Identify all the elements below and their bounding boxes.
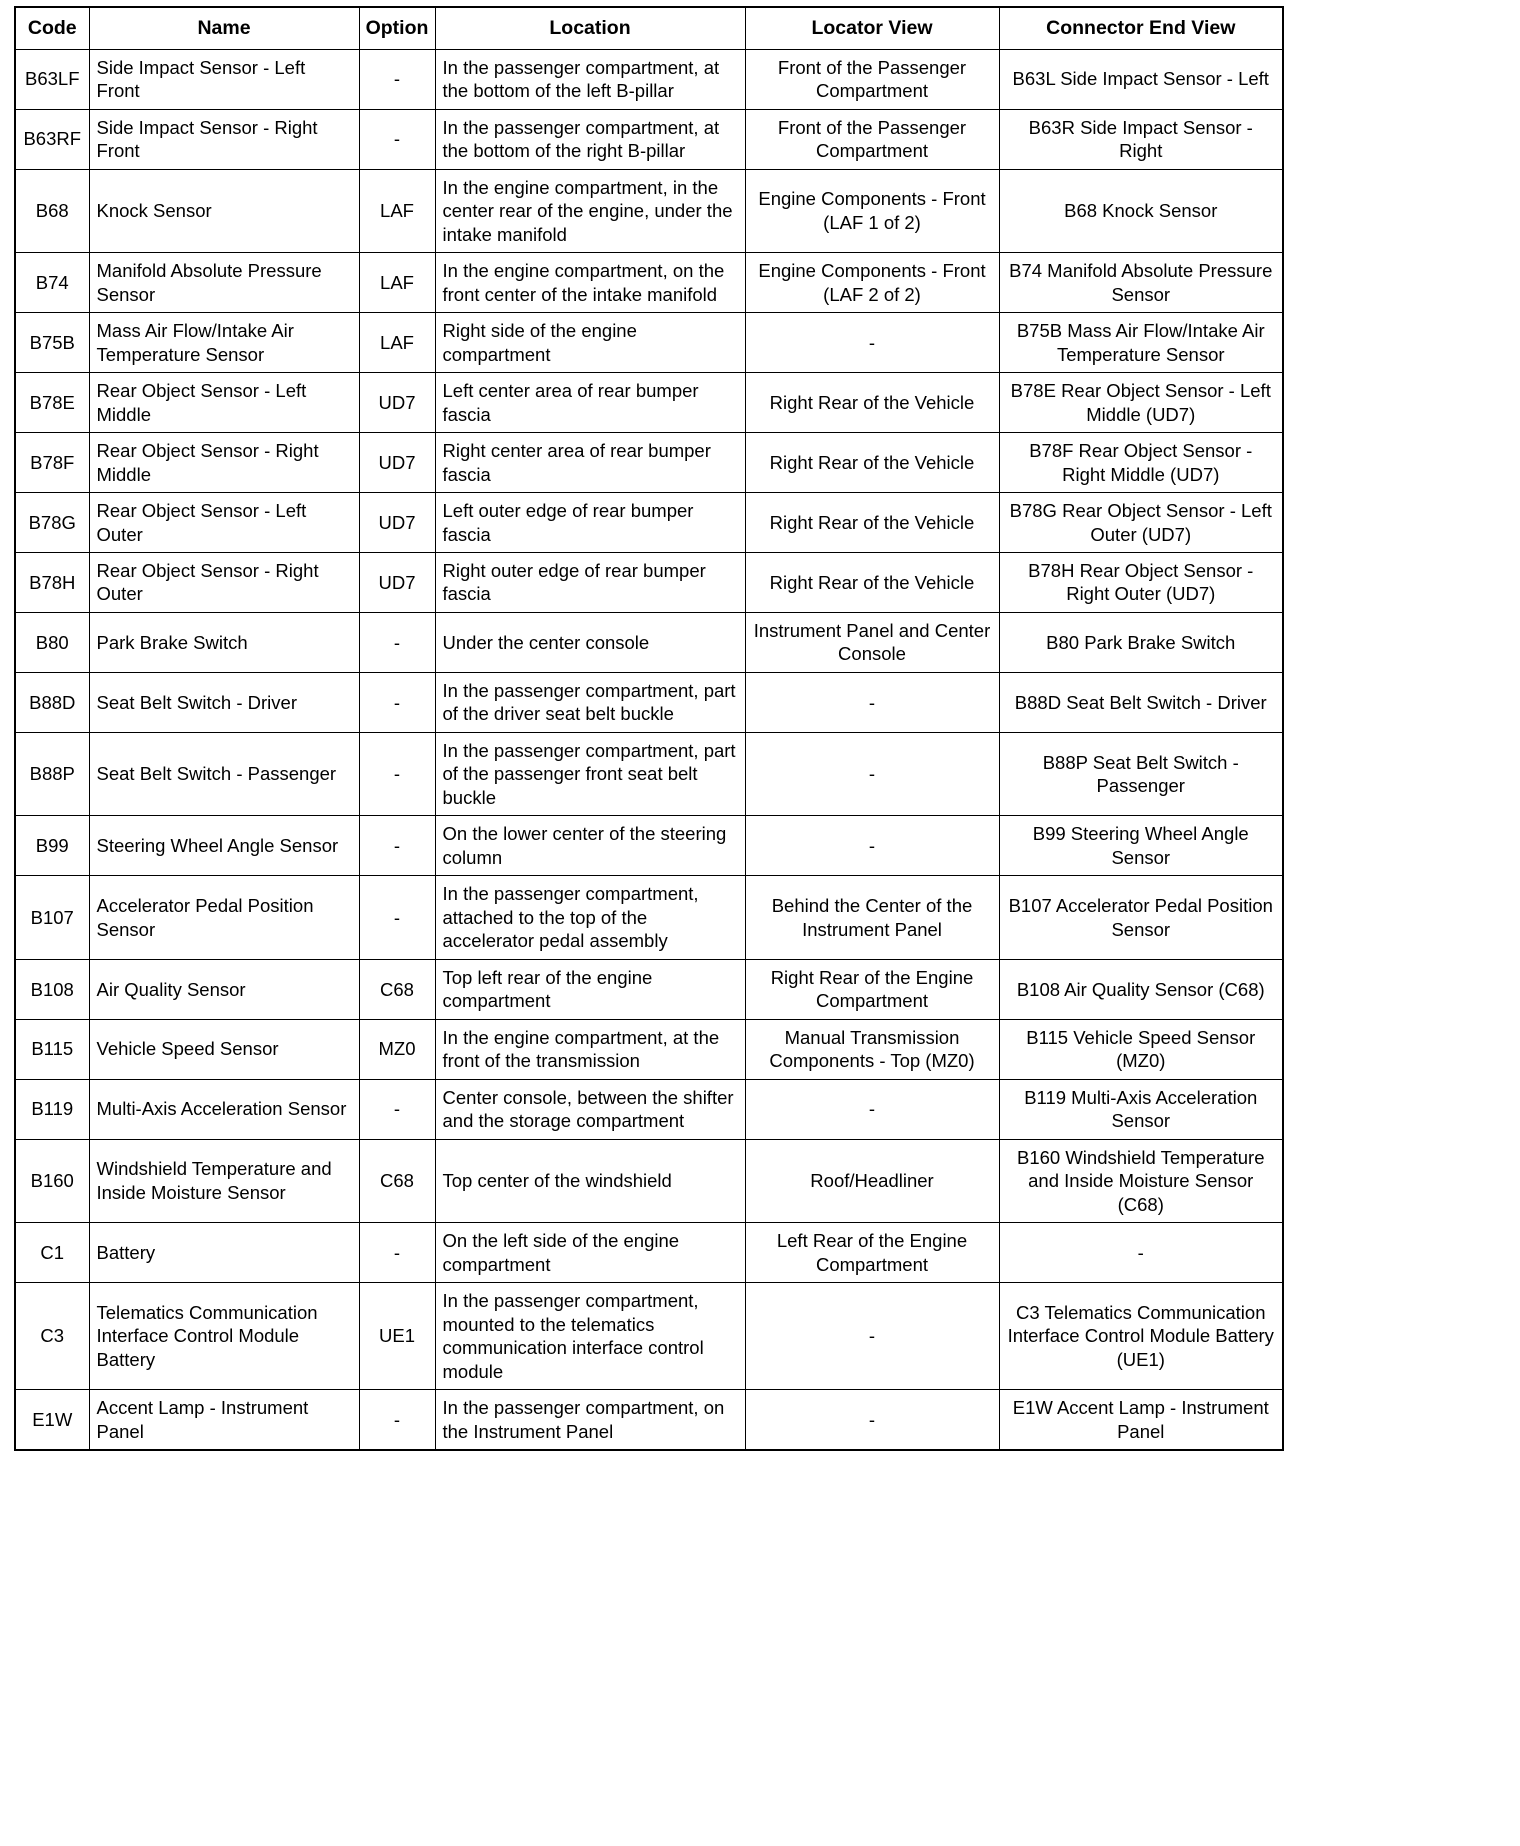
cell-location: In the passenger compartment, part of the passenger front seat belt buckle xyxy=(435,732,745,815)
cell-connector-end-view: B88P Seat Belt Switch - Passenger xyxy=(999,732,1283,815)
cell-connector-end-view: B78E Rear Object Sensor - Left Middle (UD7) xyxy=(999,373,1283,433)
cell-code: E1W xyxy=(15,1390,89,1450)
cell-code: B99 xyxy=(15,816,89,876)
cell-code: B75B xyxy=(15,313,89,373)
table-row xyxy=(15,1390,1283,1450)
cell-name: Park Brake Switch xyxy=(89,612,359,672)
cell-name: Multi-Axis Acceleration Sensor xyxy=(89,1079,359,1139)
table-body xyxy=(15,49,1283,1450)
cell-option: UE1 xyxy=(359,1283,435,1390)
table-row xyxy=(15,253,1283,313)
cell-code: B78E xyxy=(15,373,89,433)
cell-location: In the engine compartment, on the front center of the intake manifold xyxy=(435,253,745,313)
cell-locator-view: - xyxy=(745,313,999,373)
cell-option: - xyxy=(359,672,435,732)
cell-code: B68 xyxy=(15,169,89,252)
cell-connector-end-view: B78G Rear Object Sensor - Left Outer (UD7) xyxy=(999,493,1283,553)
cell-name: Battery xyxy=(89,1223,359,1283)
cell-locator-view: - xyxy=(745,1283,999,1390)
cell-connector-end-view: B75B Mass Air Flow/Intake Air Temperature Sensor xyxy=(999,313,1283,373)
cell-location: In the passenger compartment, part of the driver seat belt buckle xyxy=(435,672,745,732)
cell-location: Top left rear of the engine compartment xyxy=(435,959,745,1019)
cell-code: B78G xyxy=(15,493,89,553)
table-row xyxy=(15,816,1283,876)
cell-option: - xyxy=(359,876,435,959)
cell-code: B80 xyxy=(15,612,89,672)
cell-name: Rear Object Sensor - Right Middle xyxy=(89,433,359,493)
cell-locator-view: Right Rear of the Vehicle xyxy=(745,493,999,553)
cell-option: LAF xyxy=(359,313,435,373)
cell-locator-view: Engine Components - Front (LAF 1 of 2) xyxy=(745,169,999,252)
cell-name: Rear Object Sensor - Right Outer xyxy=(89,552,359,612)
cell-connector-end-view: - xyxy=(999,1223,1283,1283)
cell-location: Under the center console xyxy=(435,612,745,672)
cell-name: Vehicle Speed Sensor xyxy=(89,1019,359,1079)
cell-option: - xyxy=(359,109,435,169)
table-row xyxy=(15,672,1283,732)
cell-connector-end-view: B68 Knock Sensor xyxy=(999,169,1283,252)
cell-connector-end-view: B108 Air Quality Sensor (C68) xyxy=(999,959,1283,1019)
cell-name: Air Quality Sensor xyxy=(89,959,359,1019)
cell-locator-view: Manual Transmission Components - Top (MZ0) xyxy=(745,1019,999,1079)
cell-code: C3 xyxy=(15,1283,89,1390)
table-row xyxy=(15,493,1283,553)
cell-option: UD7 xyxy=(359,433,435,493)
cell-locator-view: Behind the Center of the Instrument Panel xyxy=(745,876,999,959)
table-row xyxy=(15,169,1283,252)
cell-connector-end-view: B99 Steering Wheel Angle Sensor xyxy=(999,816,1283,876)
cell-location: In the passenger compartment, attached to the top of the accelerator pedal assembly xyxy=(435,876,745,959)
cell-location: In the passenger compartment, on the Instrument Panel xyxy=(435,1390,745,1450)
cell-locator-view: - xyxy=(745,1079,999,1139)
cell-code: B63RF xyxy=(15,109,89,169)
cell-name: Accent Lamp - Instrument Panel xyxy=(89,1390,359,1450)
cell-connector-end-view: B74 Manifold Absolute Pressure Sensor xyxy=(999,253,1283,313)
cell-locator-view: Engine Components - Front (LAF 2 of 2) xyxy=(745,253,999,313)
table-row xyxy=(15,959,1283,1019)
cell-code: B108 xyxy=(15,959,89,1019)
cell-name: Knock Sensor xyxy=(89,169,359,252)
table-header xyxy=(15,7,1283,49)
cell-location: In the passenger compartment, mounted to the telematics communication interface control module xyxy=(435,1283,745,1390)
column-header-location: Location xyxy=(435,7,745,49)
cell-option: C68 xyxy=(359,959,435,1019)
cell-location: Right outer edge of rear bumper fascia xyxy=(435,552,745,612)
table-row xyxy=(15,552,1283,612)
cell-locator-view: Instrument Panel and Center Console xyxy=(745,612,999,672)
cell-name: Mass Air Flow/Intake Air Temperature Sensor xyxy=(89,313,359,373)
cell-locator-view: Right Rear of the Vehicle xyxy=(745,433,999,493)
cell-name: Rear Object Sensor - Left Middle xyxy=(89,373,359,433)
cell-option: - xyxy=(359,1390,435,1450)
cell-locator-view: Right Rear of the Engine Compartment xyxy=(745,959,999,1019)
column-header-code: Code xyxy=(15,7,89,49)
cell-code: C1 xyxy=(15,1223,89,1283)
cell-code: B115 xyxy=(15,1019,89,1079)
cell-location: In the passenger compartment, at the bottom of the right B-pillar xyxy=(435,109,745,169)
cell-connector-end-view: B107 Accelerator Pedal Position Sensor xyxy=(999,876,1283,959)
cell-locator-view: Right Rear of the Vehicle xyxy=(745,373,999,433)
table-row xyxy=(15,1139,1283,1222)
cell-code: B74 xyxy=(15,253,89,313)
cell-locator-view: Front of the Passenger Compartment xyxy=(745,49,999,109)
cell-option: UD7 xyxy=(359,493,435,553)
table-row xyxy=(15,1079,1283,1139)
cell-locator-view: Front of the Passenger Compartment xyxy=(745,109,999,169)
cell-locator-view: - xyxy=(745,816,999,876)
cell-option: LAF xyxy=(359,253,435,313)
cell-connector-end-view: C3 Telematics Communication Interface Control Module Battery (UE1) xyxy=(999,1283,1283,1390)
cell-option: - xyxy=(359,1223,435,1283)
cell-code: B160 xyxy=(15,1139,89,1222)
column-header-option: Option xyxy=(359,7,435,49)
cell-connector-end-view: B78H Rear Object Sensor - Right Outer (UD7) xyxy=(999,552,1283,612)
component-location-table xyxy=(14,6,1284,1451)
table-row xyxy=(15,876,1283,959)
cell-connector-end-view: E1W Accent Lamp - Instrument Panel xyxy=(999,1390,1283,1450)
cell-code: B119 xyxy=(15,1079,89,1139)
table-header-row xyxy=(15,7,1283,49)
table-row xyxy=(15,49,1283,109)
cell-code: B88D xyxy=(15,672,89,732)
cell-name: Seat Belt Switch - Passenger xyxy=(89,732,359,815)
cell-code: B107 xyxy=(15,876,89,959)
cell-location: In the engine compartment, at the front of the transmission xyxy=(435,1019,745,1079)
cell-connector-end-view: B119 Multi-Axis Acceleration Sensor xyxy=(999,1079,1283,1139)
table-row xyxy=(15,1223,1283,1283)
cell-location: Left center area of rear bumper fascia xyxy=(435,373,745,433)
cell-locator-view: Roof/Headliner xyxy=(745,1139,999,1222)
cell-name: Windshield Temperature and Inside Moisture Sensor xyxy=(89,1139,359,1222)
cell-name: Manifold Absolute Pressure Sensor xyxy=(89,253,359,313)
cell-name: Steering Wheel Angle Sensor xyxy=(89,816,359,876)
cell-name: Side Impact Sensor - Right Front xyxy=(89,109,359,169)
table-row xyxy=(15,732,1283,815)
cell-location: On the left side of the engine compartment xyxy=(435,1223,745,1283)
cell-connector-end-view: B78F Rear Object Sensor - Right Middle (UD7) xyxy=(999,433,1283,493)
cell-location: On the lower center of the steering column xyxy=(435,816,745,876)
cell-name: Accelerator Pedal Position Sensor xyxy=(89,876,359,959)
column-header-locator-view: Locator View xyxy=(745,7,999,49)
cell-option: - xyxy=(359,49,435,109)
cell-location: Right center area of rear bumper fascia xyxy=(435,433,745,493)
table-row xyxy=(15,373,1283,433)
cell-option: LAF xyxy=(359,169,435,252)
cell-code: B88P xyxy=(15,732,89,815)
cell-name: Telematics Communication Interface Control Module Battery xyxy=(89,1283,359,1390)
cell-location: In the passenger compartment, at the bottom of the left B-pillar xyxy=(435,49,745,109)
cell-connector-end-view: B80 Park Brake Switch xyxy=(999,612,1283,672)
cell-option: UD7 xyxy=(359,373,435,433)
table-row xyxy=(15,1019,1283,1079)
cell-location: Right side of the engine compartment xyxy=(435,313,745,373)
cell-option: C68 xyxy=(359,1139,435,1222)
cell-connector-end-view: B160 Windshield Temperature and Inside Moisture Sensor (C68) xyxy=(999,1139,1283,1222)
cell-code: B78H xyxy=(15,552,89,612)
cell-location: Center console, between the shifter and the storage compartment xyxy=(435,1079,745,1139)
column-header-connector-end-view: Connector End View xyxy=(999,7,1283,49)
table-row xyxy=(15,433,1283,493)
cell-name: Rear Object Sensor - Left Outer xyxy=(89,493,359,553)
table-row xyxy=(15,109,1283,169)
cell-connector-end-view: B63L Side Impact Sensor - Left xyxy=(999,49,1283,109)
cell-locator-view: - xyxy=(745,672,999,732)
cell-option: MZ0 xyxy=(359,1019,435,1079)
cell-locator-view: - xyxy=(745,732,999,815)
cell-location: Left outer edge of rear bumper fascia xyxy=(435,493,745,553)
table-row xyxy=(15,1283,1283,1390)
cell-connector-end-view: B88D Seat Belt Switch - Driver xyxy=(999,672,1283,732)
cell-locator-view: - xyxy=(745,1390,999,1450)
cell-option: - xyxy=(359,816,435,876)
cell-location: Top center of the windshield xyxy=(435,1139,745,1222)
cell-option: UD7 xyxy=(359,552,435,612)
cell-code: B63LF xyxy=(15,49,89,109)
cell-locator-view: Right Rear of the Vehicle xyxy=(745,552,999,612)
cell-connector-end-view: B63R Side Impact Sensor - Right xyxy=(999,109,1283,169)
cell-name: Side Impact Sensor - Left Front xyxy=(89,49,359,109)
column-header-name: Name xyxy=(89,7,359,49)
cell-option: - xyxy=(359,732,435,815)
table-row xyxy=(15,612,1283,672)
cell-option: - xyxy=(359,612,435,672)
cell-location: In the engine compartment, in the center rear of the engine, under the intake manifold xyxy=(435,169,745,252)
cell-locator-view: Left Rear of the Engine Compartment xyxy=(745,1223,999,1283)
cell-code: B78F xyxy=(15,433,89,493)
cell-option: - xyxy=(359,1079,435,1139)
cell-connector-end-view: B115 Vehicle Speed Sensor (MZ0) xyxy=(999,1019,1283,1079)
table-row xyxy=(15,313,1283,373)
cell-name: Seat Belt Switch - Driver xyxy=(89,672,359,732)
